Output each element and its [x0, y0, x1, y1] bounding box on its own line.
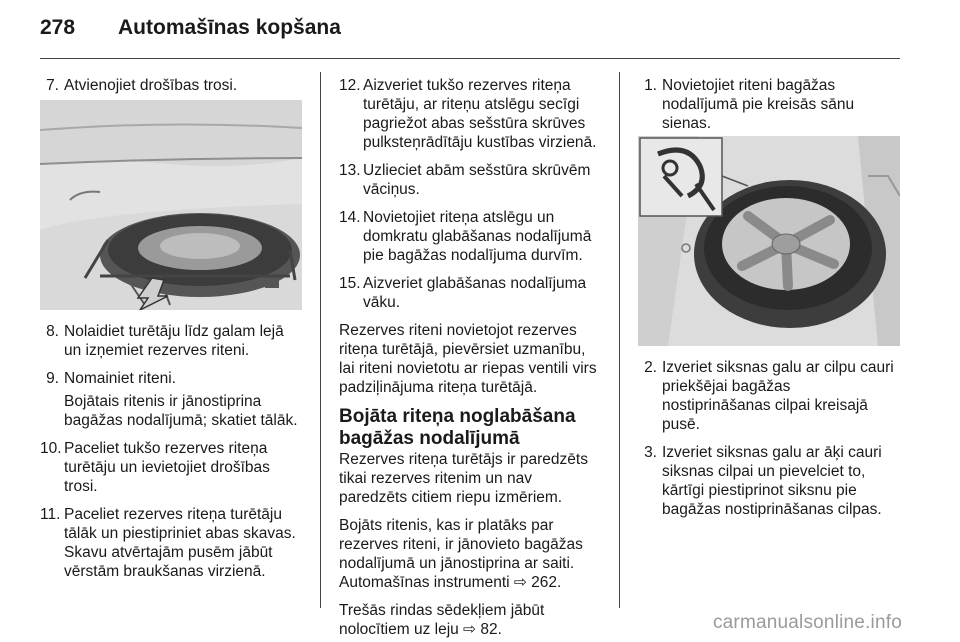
step-9-note: Bojātais ritenis ir jānostiprina bagāžas nodalījumā; skatiet tālāk.: [64, 393, 298, 429]
step-15: [339, 274, 604, 312]
watermark: carmanualsonline.info: [712, 612, 902, 633]
step-9: [40, 369, 305, 388]
step-number: 9.: [46, 370, 59, 387]
step-number: 1.: [644, 77, 657, 94]
step-number: 8.: [46, 323, 59, 340]
step-text: Paceliet rezerves riteņa turētāju tālāk un piestipriniet abas skavas. Skavu atvērtajām pusēm jābūt vērstām braukšanas virzienā.: [64, 506, 296, 580]
column-3-steps: [638, 358, 903, 528]
step-text: Nolaidiet turētāju līdz galam lejā un izņemiet rezerves riteni.: [64, 323, 284, 359]
step-12: [339, 76, 604, 152]
paragraph: Trešās rindas sēdekļiem jābūt nolocītiem uz leju ⇨ 82.: [339, 602, 545, 638]
step-13: [339, 161, 604, 199]
column-divider-1: [320, 72, 321, 608]
step-1: [638, 76, 903, 133]
column-1-steps: [40, 322, 305, 590]
step-text: Atvienojiet drošības trosi.: [64, 77, 238, 94]
step-number: 12.: [339, 77, 361, 94]
step-text: Uzlieciet abām sešstūra skrūvēm vāciņus.: [363, 162, 591, 198]
step-8: [40, 322, 305, 360]
column-divider-2: [619, 72, 620, 608]
step-text: Aizveriet tukšo rezerves riteņa turētāju, ar riteņu atslēgu secīgi pagriežot abas sešstūra skrūves pulksteņrādītāju kustības virzienā.: [363, 77, 597, 151]
step-text: Novietojiet riteņa atslēgu un domkratu glabāšanas nodalījumā pie bagāžas nodalījuma durvīm.: [363, 209, 592, 264]
step-text: Izveriet siksnas galu ar cilpu cauri priekšējai bagāžas nostiprināšanas cilpai kreisajā pusē.: [662, 359, 894, 433]
wheel-cargo-icon: [638, 136, 900, 346]
step-14: [339, 208, 604, 265]
step-text: Izveriet siksnas galu ar āķi cauri siksnas cilpai un pievelciet to, kārtīgi piestiprinot siksnu pie bagāžas nostiprināšanas cilpas.: [662, 444, 882, 518]
step-number: 11.: [40, 506, 61, 523]
step-number: 14.: [339, 209, 361, 226]
step-number: 13.: [339, 162, 361, 179]
step-number: 2.: [644, 359, 657, 376]
page-title: Automašīnas kopšana: [118, 16, 341, 39]
spare-wheel-carrier-icon: [40, 100, 302, 310]
step-text: Paceliet tukšo rezerves riteņa turētāju un ievietojiet drošības trosi.: [64, 440, 270, 495]
spare-wheel-carrier-illustration: [40, 100, 302, 310]
section-heading: Bojāta riteņa noglabāšana bagāžas nodalījumā: [339, 406, 576, 449]
step-2: [638, 358, 903, 434]
step-11: [40, 505, 305, 581]
paragraph: Bojāts ritenis, kas ir platāks par rezerves riteni, ir jānovieto bagāžas nodalījumā un jānostiprina ar saiti. Automašīnas instrumenti ⇨ 262.: [339, 517, 583, 591]
step-text: Aizveriet glabāšanas nodalījuma vāku.: [363, 275, 587, 311]
step-number: 15.: [339, 275, 361, 292]
step-7: [40, 76, 305, 95]
column-2: [339, 76, 604, 642]
step-number: 7.: [46, 77, 59, 94]
step-3: [638, 443, 903, 519]
paragraph: Rezerves riteņa turētājs ir paredzēts tikai rezerves ritenim un nav paredzēts citiem riepu izmēriem.: [339, 451, 588, 506]
column-3: [638, 76, 903, 142]
page-number: 278: [40, 16, 76, 39]
header-divider: [40, 58, 900, 59]
step-text: Novietojiet riteni bagāžas nodalījumā pie kreisās sānu sienas.: [662, 77, 855, 132]
step-number: 10.: [40, 440, 62, 457]
step-10: [40, 439, 305, 496]
wheel-in-cargo-area-illustration: [638, 136, 900, 346]
paragraph: Rezerves riteni novietojot rezerves riteņa turētājā, pievērsiet uzmanību, lai riteni novietotu ar riepas ventili virs padziļinājuma riteņa turētājā.: [339, 322, 597, 396]
page-header: [40, 16, 341, 46]
step-number: 3.: [644, 444, 657, 461]
step-text: Nomainiet riteni.: [64, 370, 176, 387]
